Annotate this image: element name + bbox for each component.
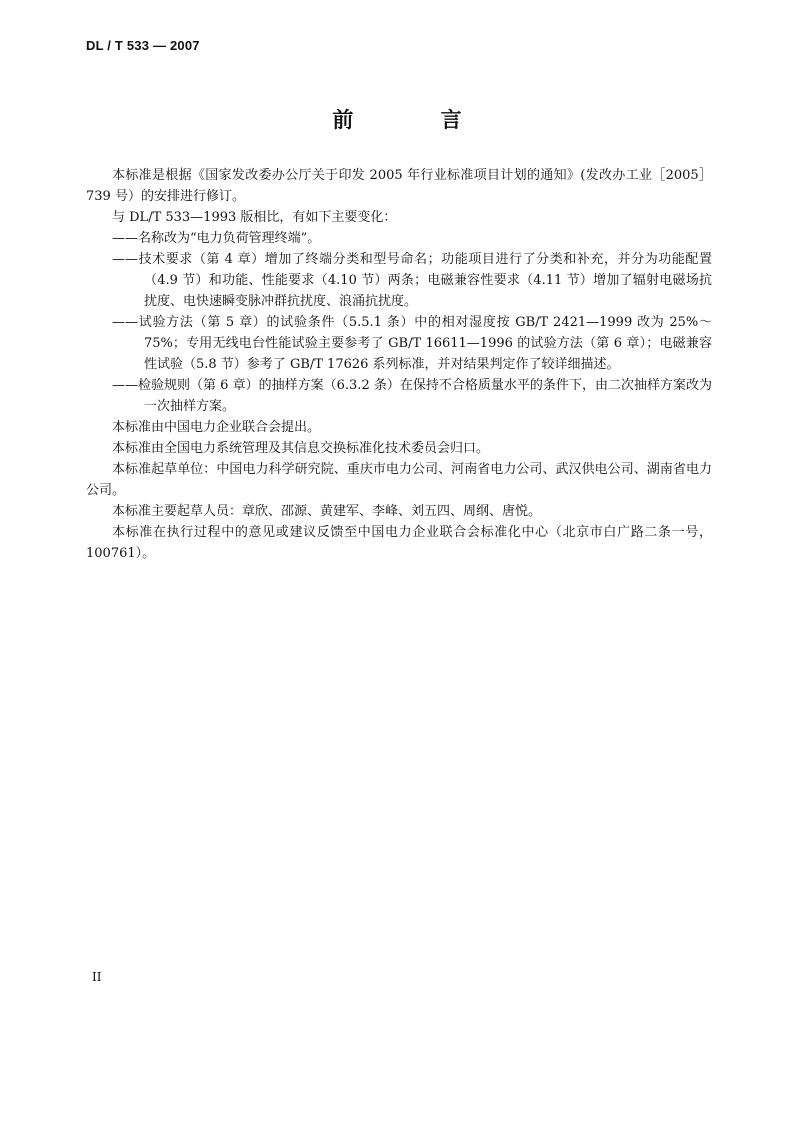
- paragraph-proposer: 本标准由中国电力企业联合会提出。: [112, 420, 321, 435]
- change-item-test-methods: ——试验方法（第 5 章）的试验条件（5.5.1 条）中的相对湿度按 GB/T 2421—1999 改为 25%～75%；专用无线电台性能试验主要参考了 GB/T 16611—1996 的试验方法（第 6 章）；电磁兼容性试验（5.8 节）参考了 GB/T 17626 系列标准，并对结果判定作了较详细描述。: [112, 315, 712, 372]
- paragraph-drafters: 本标准主要起草人员：章欣、邵源、黄建军、李峰、刘五四、周纲、唐悦。: [112, 504, 542, 519]
- paragraph-feedback: 本标准在执行过程中的意见或建议反馈至中国电力企业联合会标准化中心（北京市白广路二条一号，100761）。: [86, 525, 712, 561]
- change-item-name: ——名称改为“电力负荷管理终端”。: [112, 231, 321, 246]
- paragraph-committee: 本标准由全国电力系统管理及其信息交换标准化技术委员会归口。: [112, 441, 490, 456]
- page-title: 前 言: [332, 107, 502, 132]
- change-item-technical: ——技术要求（第 4 章）增加了终端分类和型号命名；功能项目进行了分类和补充，并分为功能配置（4.9 节）和功能、性能要求（4.10 节）两条；电磁兼容性要求（4.11 节）增加了辐射电磁场抗扰度、电快速瞬变脉冲群抗扰度、浪涌抗扰度。: [112, 252, 712, 309]
- paragraph-drafting-units: 本标准起草单位：中国电力科学研究院、重庆市电力公司、河南省电力公司、武汉供电公司、湖南省电力公司。: [86, 462, 712, 498]
- paragraph-changes-intro: 与 DL/T 533—1993 版相比，有如下主要变化：: [112, 210, 397, 225]
- change-item-inspection: ——检验规则（第 6 章）的抽样方案（6.3.2 条）在保持不合格质量水平的条件下，由二次抽样方案改为一次抽样方案。: [112, 378, 712, 414]
- page-number: II: [92, 970, 102, 984]
- document-code: DL / T 533 — 2007: [86, 38, 200, 53]
- paragraph-basis: 本标准是根据《国家发改委办公厅关于印发 2005 年行业标准项目计划的通知》(发改办工业［2005］739 号）的安排进行修订。: [86, 168, 712, 204]
- foreword-body: [86, 165, 712, 564]
